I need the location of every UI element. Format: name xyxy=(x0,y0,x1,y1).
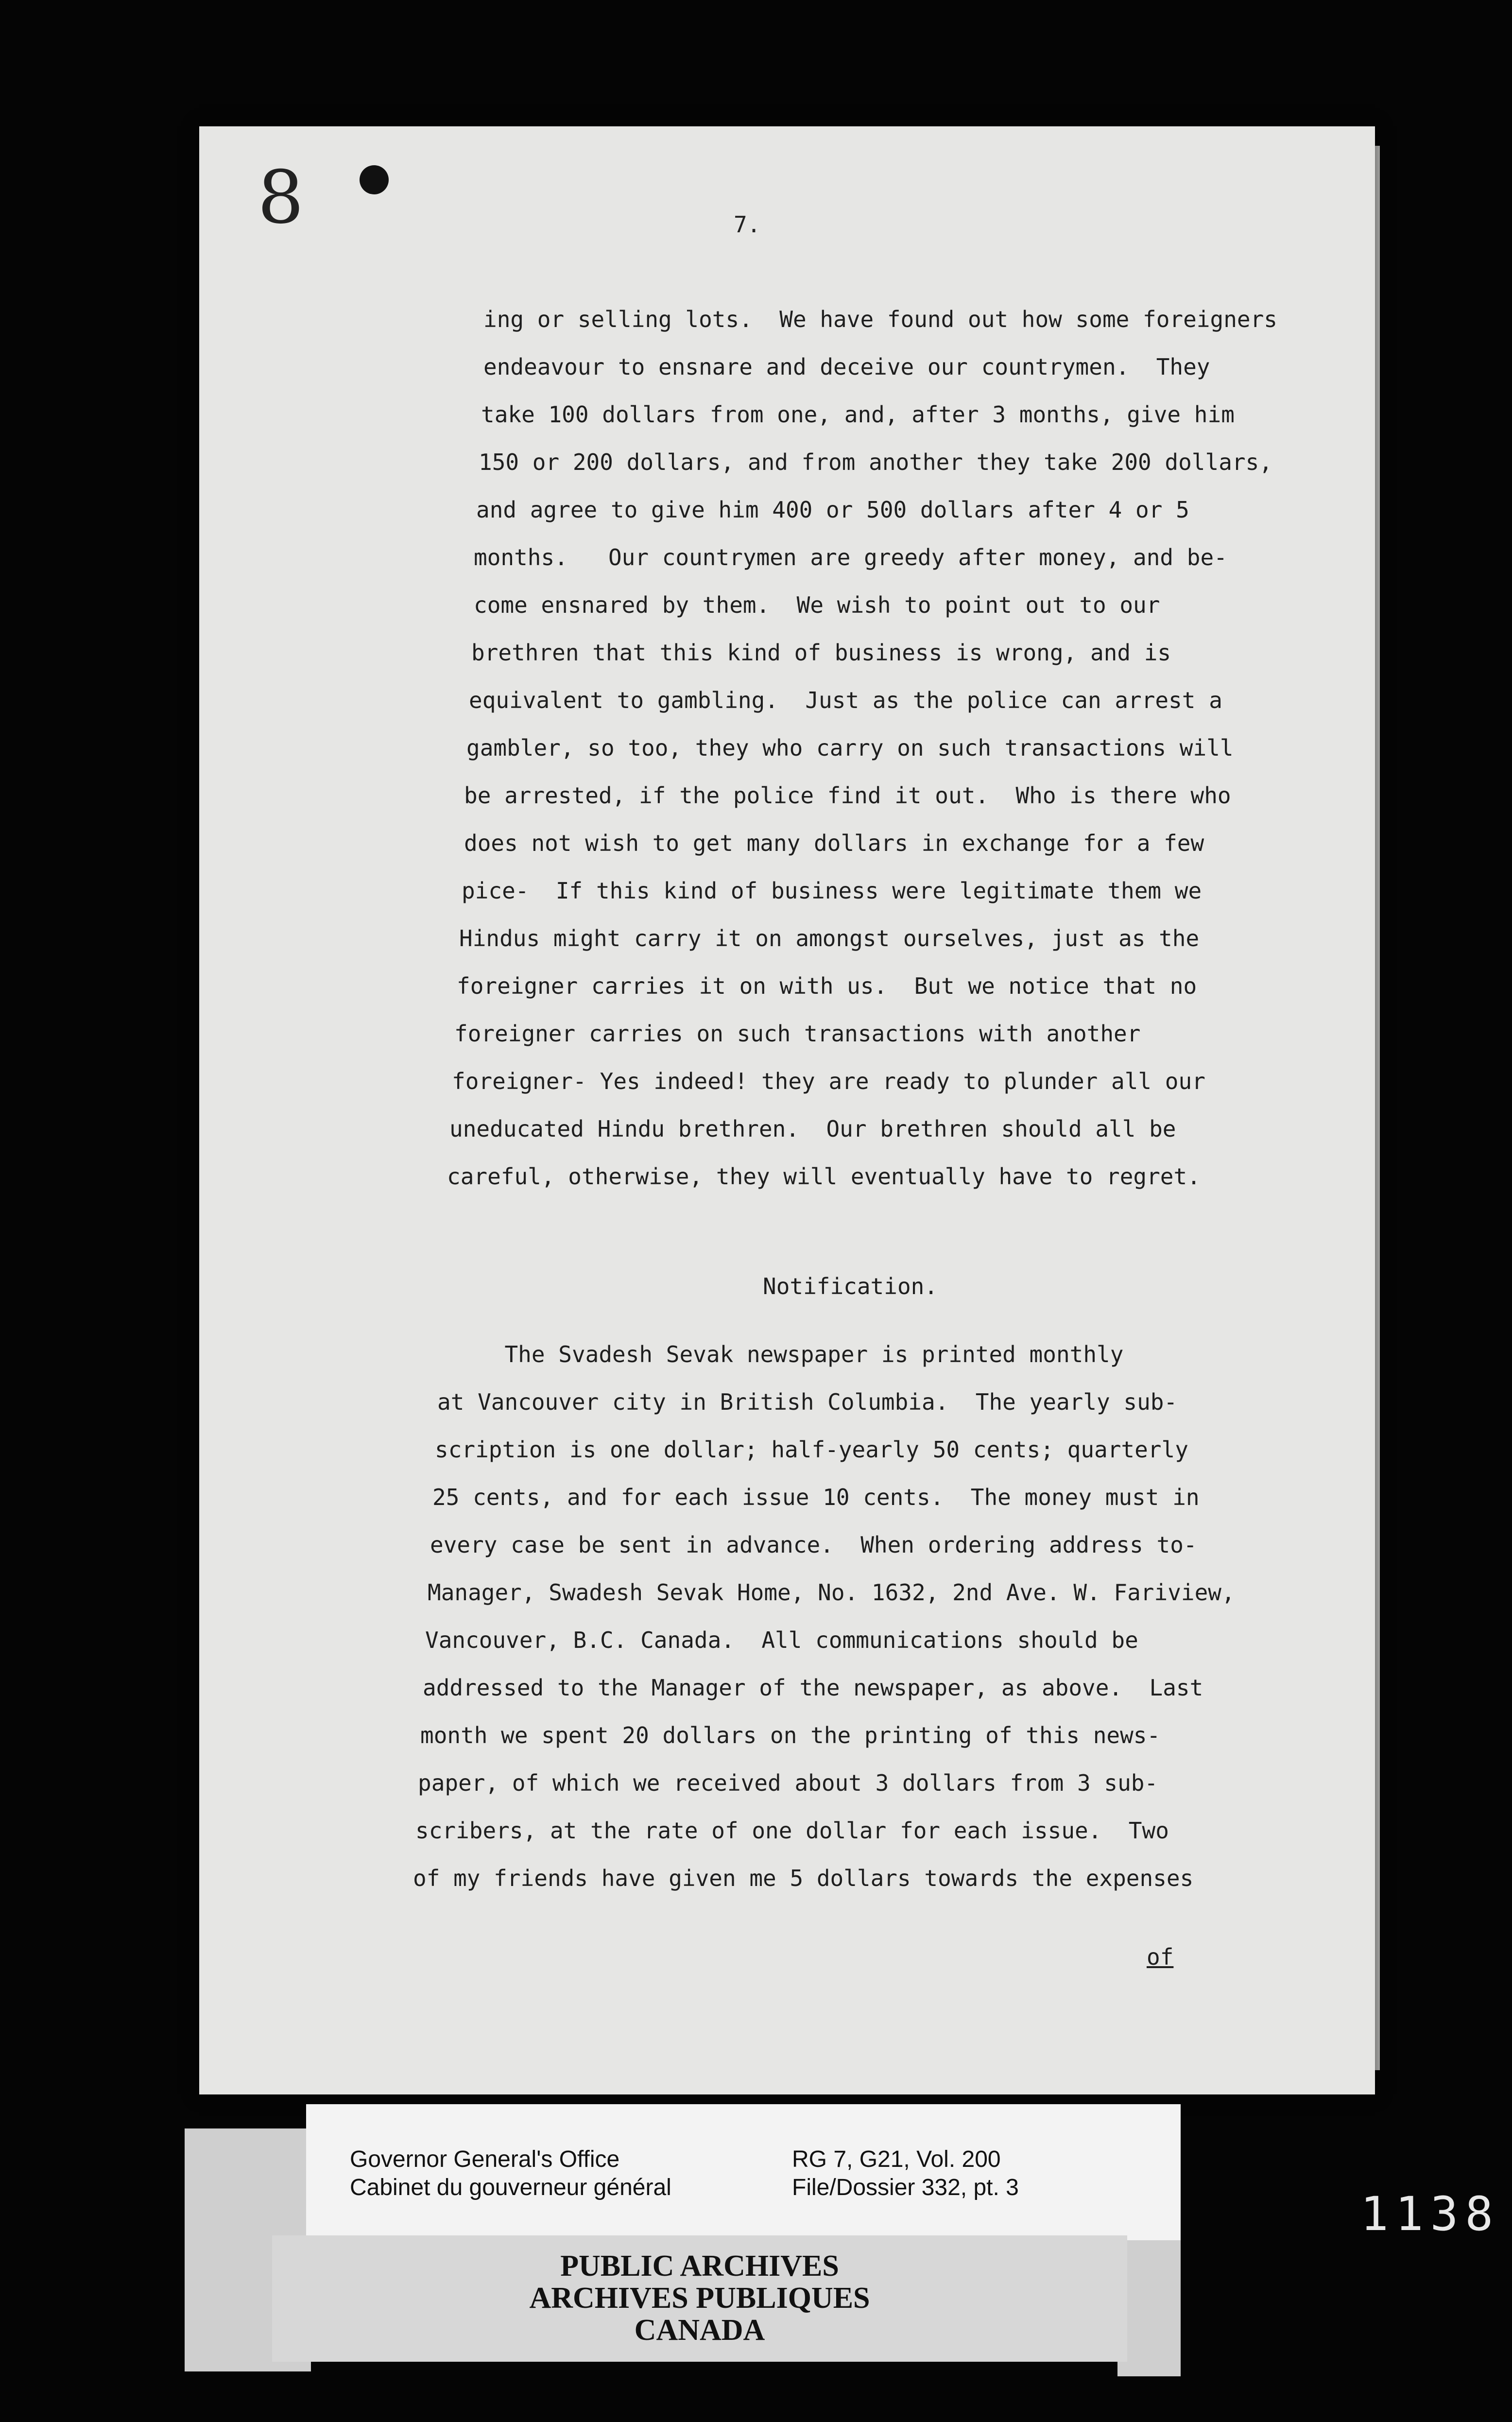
body-line: brethren that this kind of business is wrong, and is xyxy=(471,640,1171,666)
frame-number: 1138 xyxy=(1360,2187,1500,2241)
notification-line: Vancouver, B.C. Canada. All communications should be xyxy=(425,1627,1138,1653)
stamp-line-2: ARCHIVES PUBLIQUES xyxy=(529,2282,870,2315)
office-french: Cabinet du gouverneur général xyxy=(350,2175,671,2200)
notification-line: every case be sent in advance. When ordering address to- xyxy=(430,1532,1197,1558)
notification-line: Manager, Swadesh Sevak Home, No. 1632, 2nd Ave. W. Fariview, xyxy=(428,1579,1235,1606)
stamp-line-3: CANADA xyxy=(634,2314,765,2347)
notification-line: of my friends have given me 5 dollars towards the expenses xyxy=(413,1865,1194,1891)
catchword: of xyxy=(1147,1944,1174,1970)
body-line: ing or selling lots. We have found out how some foreigners xyxy=(483,306,1277,332)
body-line: Hindus might carry it on amongst ourselves, just as the xyxy=(459,925,1200,952)
body-line: months. Our countrymen are greedy after money, and be- xyxy=(474,544,1227,571)
body-line: foreigner- Yes indeed! they are ready to plunder all our xyxy=(452,1068,1205,1094)
body-line: endeavour to ensnare and deceive our countrymen. They xyxy=(483,354,1210,380)
record-group-reference: RG 7, G21, Vol. 200 xyxy=(792,2146,1001,2172)
notification-line: paper, of which we received about 3 dollars from 3 sub- xyxy=(418,1770,1158,1796)
body-line: foreigner carries it on with us. But we notice that no xyxy=(457,973,1197,999)
notification-line: addressed to the Manager of the newspaper, as above. Last xyxy=(423,1675,1203,1701)
body-line: and agree to give him 400 or 500 dollars after 4 or 5 xyxy=(476,497,1189,523)
body-line: come ensnared by them. We wish to point out to our xyxy=(474,592,1160,618)
notification-line: month we spent 20 dollars on the printing of this news- xyxy=(420,1722,1161,1748)
body-line: be arrested, if the police find it out. Who is there who xyxy=(464,782,1231,809)
punch-hole xyxy=(360,165,389,194)
body-line: take 100 dollars from one, and, after 3 months, give him xyxy=(481,401,1235,428)
body-line: equivalent to gambling. Just as the police can arrest a xyxy=(469,687,1222,713)
page-number: 7. xyxy=(734,211,761,238)
section-heading: Notification. xyxy=(763,1273,938,1299)
body-line: careful, otherwise, they will eventually have to regret. xyxy=(447,1163,1201,1190)
archive-reference-label xyxy=(306,2104,1181,2240)
body-line: gambler, so too, they who carry on such transactions will xyxy=(466,735,1234,761)
body-line: uneducated Hindu brethren. Our brethren should all be xyxy=(449,1116,1176,1142)
body-line: 150 or 200 dollars, and from another they take 200 dollars, xyxy=(479,449,1272,475)
office-english: Governor General's Office xyxy=(350,2146,620,2172)
notification-line: scription is one dollar; half-yearly 50 cents; quarterly xyxy=(435,1436,1188,1463)
notification-line: The Svadesh Sevak newspaper is printed monthly xyxy=(437,1341,1124,1367)
document-page xyxy=(199,126,1375,2094)
file-reference: File/Dossier 332, pt. 3 xyxy=(792,2175,1019,2200)
body-line: pice- If this kind of business were legitimate them we xyxy=(462,878,1202,904)
notification-line: scribers, at the rate of one dollar for each issue. Two xyxy=(415,1817,1169,1844)
folio-mark: 8 xyxy=(258,156,304,240)
stamp-line-1: PUBLIC ARCHIVES xyxy=(560,2249,839,2283)
body-line: does not wish to get many dollars in exchange for a few xyxy=(464,830,1204,856)
notification-line: at Vancouver city in British Columbia. The yearly sub- xyxy=(437,1389,1178,1415)
public-archives-stamp xyxy=(272,2235,1127,2362)
body-line: foreigner carries on such transactions with another xyxy=(454,1021,1141,1047)
notification-line: 25 cents, and for each issue 10 cents. The money must in xyxy=(432,1484,1200,1510)
